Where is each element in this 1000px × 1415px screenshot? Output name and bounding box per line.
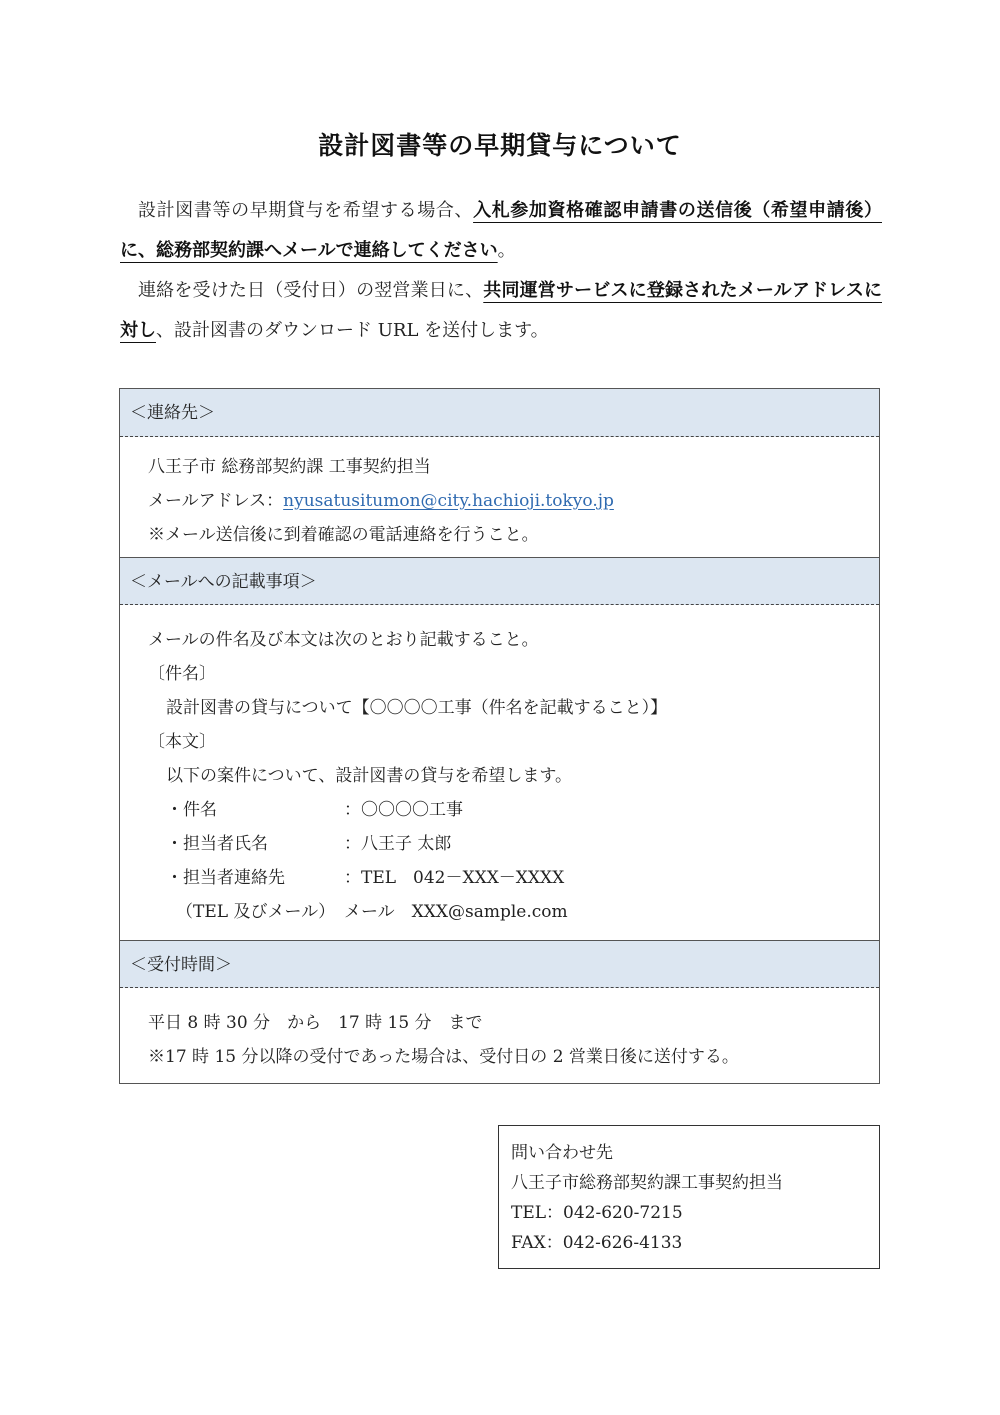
- mail-body-label: 〔本文〕: [148, 732, 216, 752]
- row-value: ：TEL 042－XXX－XXXX: [344, 868, 565, 888]
- row-label: ・件名: [166, 800, 217, 820]
- contact-body: [120, 437, 879, 557]
- intro-1-text: 設計図書等の早期貸与を希望する場合、: [138, 200, 474, 221]
- hours-body: [120, 988, 879, 1083]
- mail-row-name: [148, 827, 879, 861]
- inquiry-dept: 八王子市総務部契約課工事契約担当: [511, 1173, 783, 1193]
- hours-time: 平日 8 時 30 分 から 17 時 15 分 まで: [148, 1013, 483, 1033]
- row-value: ：〇〇〇〇工事: [344, 800, 463, 820]
- mail-body-text: 以下の案件について、設計図書の貸与を希望します。: [166, 766, 572, 786]
- inquiry-label: 問い合わせ先: [511, 1143, 613, 1163]
- hours-note: ※17 時 15 分以降の受付であった場合は、受付日の 2 営業日後に送付する。: [148, 1047, 739, 1067]
- mail-subject: 設計図書の貸与について【〇〇〇〇工事（件名を記載すること）】: [166, 698, 668, 718]
- intro-1-emphasis: 入札参加資格確認申請書の送信後（希望申請後）に、総務部契約課へメールで連絡してください: [120, 200, 882, 261]
- row-value: ：八王子 太郎: [344, 834, 452, 854]
- contact-email-line: [148, 484, 879, 518]
- contact-heading: ＜連絡先＞: [120, 389, 879, 437]
- contact-note: ※メール送信後に到着確認の電話連絡を行うこと。: [148, 525, 539, 545]
- inquiry-fax: FAX：042-626-4133: [511, 1233, 683, 1253]
- contact-dept: 八王子市 総務部契約課 工事契約担当: [148, 457, 431, 477]
- info-box: [119, 388, 880, 1084]
- mail-intro: メールの件名及び本文は次のとおり記載すること。: [148, 630, 539, 650]
- row-label: （TEL 及びメール）: [176, 902, 336, 922]
- row-value: メール XXX@sample.com: [344, 902, 568, 922]
- mail-subject-label: 〔件名〕: [148, 664, 216, 684]
- intro-paragraph-1: [120, 191, 882, 271]
- mail-body: [120, 605, 879, 940]
- hours-heading: ＜受付時間＞: [120, 940, 879, 988]
- inquiry-tel: TEL：042-620-7215: [511, 1203, 683, 1223]
- inquiry-box: [498, 1125, 880, 1269]
- row-label: ・担当者連絡先: [166, 868, 285, 888]
- intro-2-end: 、設計図書のダウンロード URL を送付します。: [156, 320, 549, 341]
- mail-heading: ＜メールへの記載事項＞: [120, 557, 879, 605]
- email-link[interactable]: nyusatusitumon@city.hachioji.tokyo.jp: [283, 491, 614, 511]
- intro-1-end: 。: [497, 240, 516, 261]
- mail-row-contact: [148, 861, 879, 895]
- intro-2-emphasis: 共同運営サービスに登録されたメールアドレスに対し: [120, 280, 882, 341]
- mail-row-subject: [148, 793, 879, 827]
- page-title: 設計図書等の早期貸与について: [318, 131, 682, 160]
- email-label: メールアドレス：: [148, 491, 284, 511]
- intro-paragraph-2: [120, 271, 882, 351]
- mail-row-contact-sub: [148, 895, 879, 929]
- row-label: ・担当者氏名: [166, 834, 268, 854]
- intro-2-text: 連絡を受けた日（受付日）の翌営業日に、: [138, 280, 484, 301]
